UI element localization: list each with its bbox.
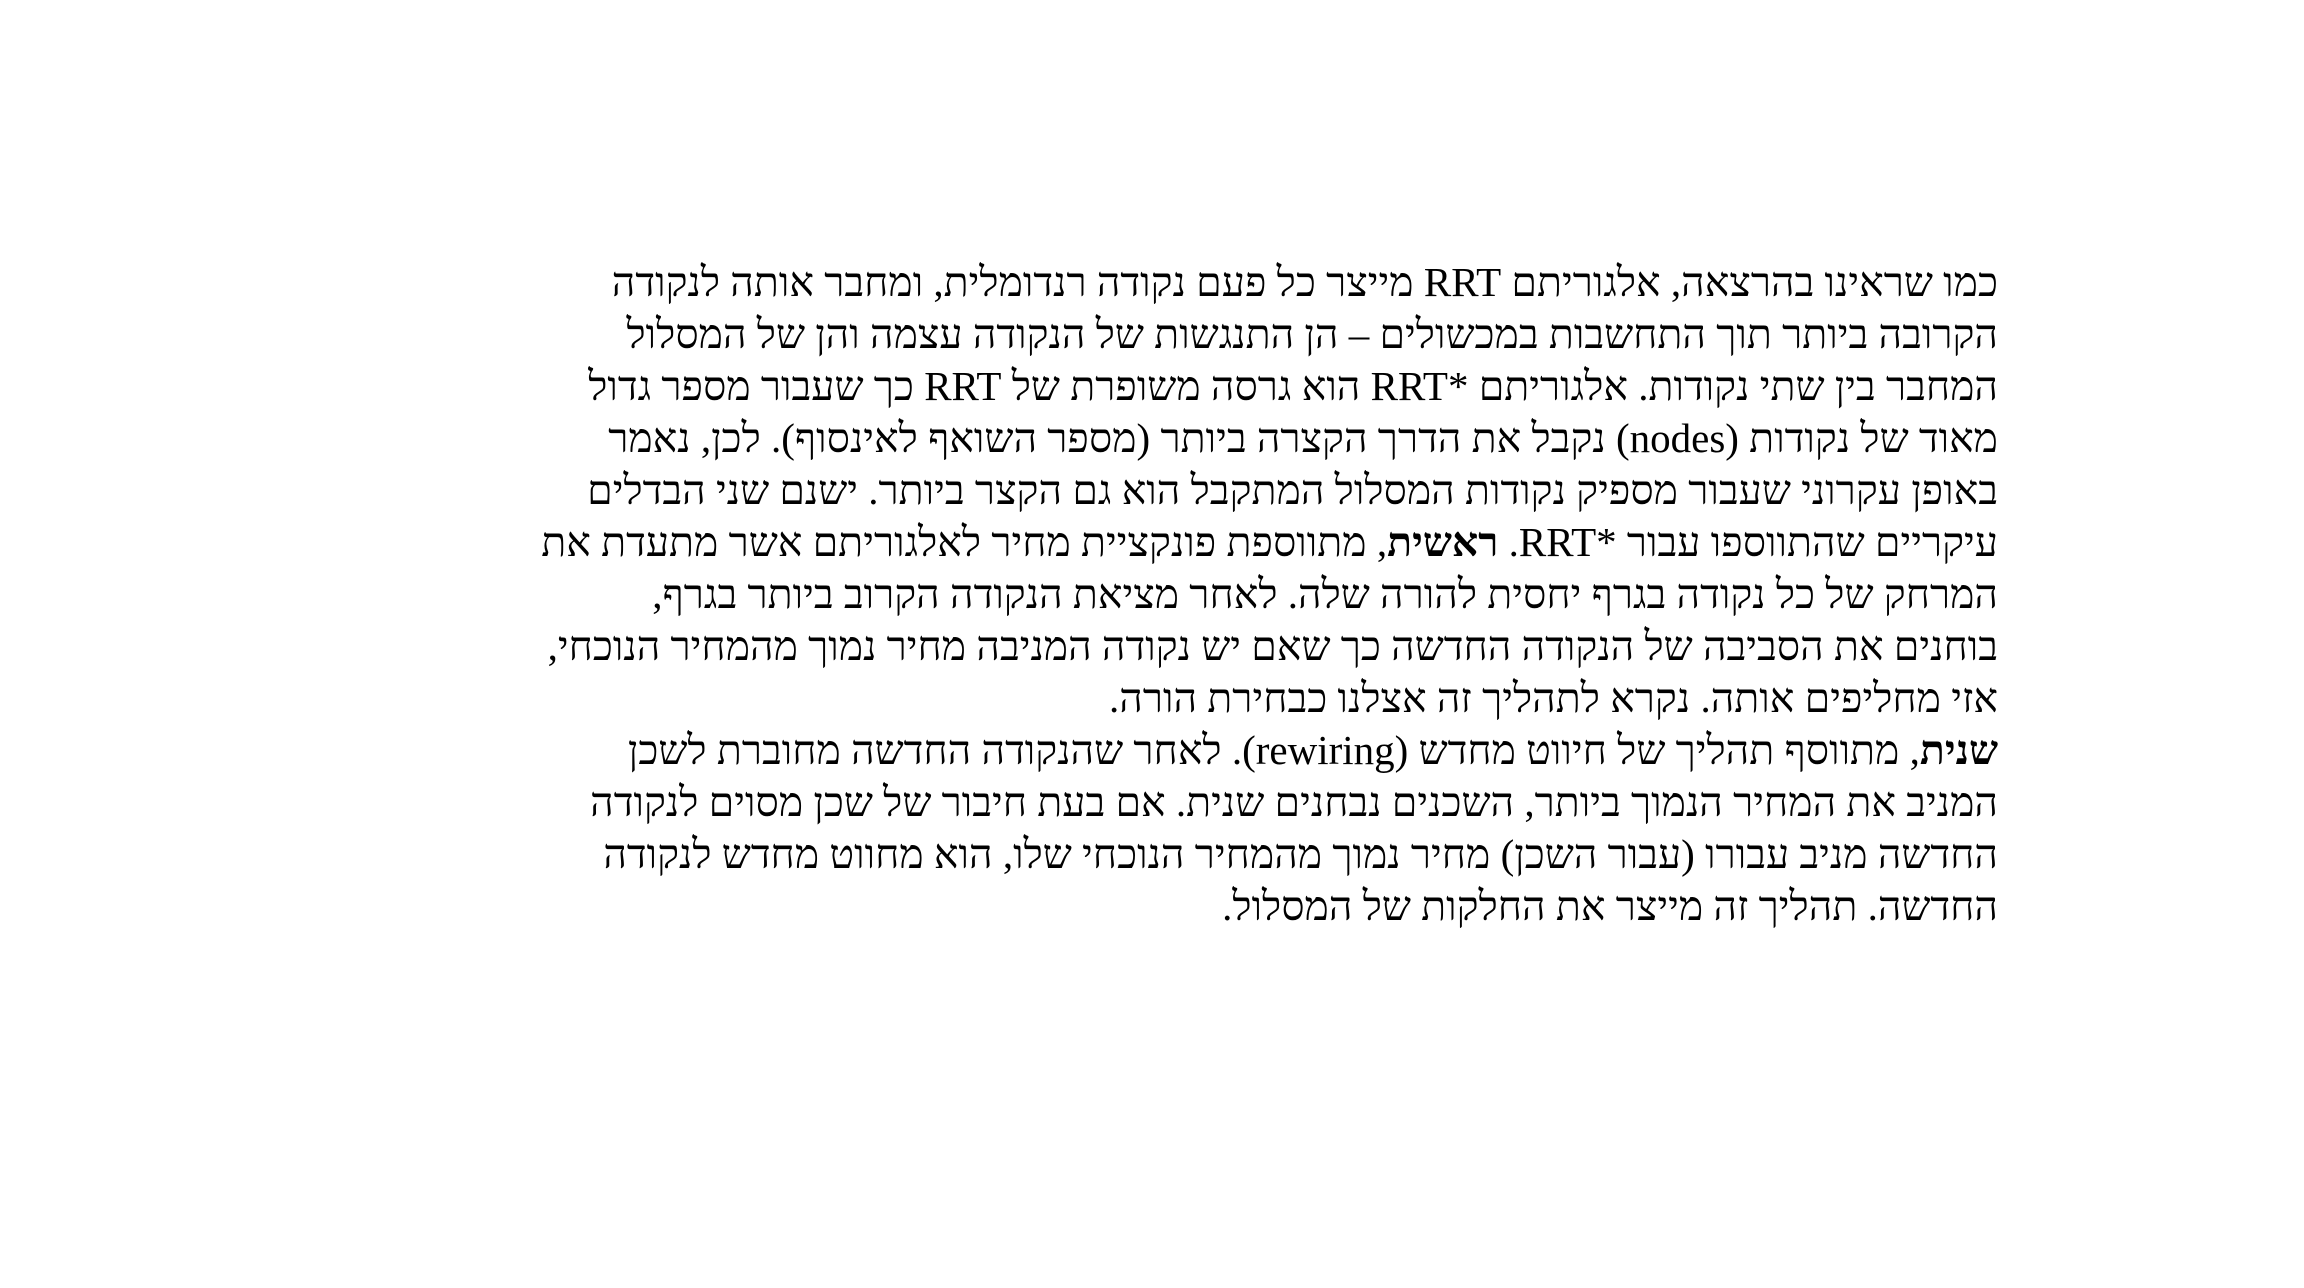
body-text (330, 256, 1998, 932)
text-line: המחבר בין שתי נקודות. אלגוריתם *RRT הוא גרסה משופרת של RRT כך שעבור מספר גדול (588, 363, 1998, 409)
text-segment: , מתווסף תהליך של חיווט מחדש (rewiring). לאחר שהנקודה החדשה מחוברת לשכן (627, 727, 1920, 773)
text-line-mixed (330, 724, 1998, 776)
text-line: מאוד של נקודות (nodes) נקבל את הדרך הקצרה ביותר (מספר השואף לאינסוף). לכן, נאמר (608, 415, 1998, 461)
text-line: כמו שראינו בהרצאה, אלגוריתם RRT מייצר כל פעם נקודה רנדומלית, ומחבר אותה לנקודה (611, 259, 1998, 305)
text-line: אזי מחליפים אותה. נקרא לתהליך זה אצלנו כבחירת הורה. (1109, 675, 1998, 721)
text-segment: , מתווספת פונקציית מחיר לאלגוריתם אשר מתעדת את (541, 519, 1388, 565)
text-line: בוחנים את הסביבה של הנקודה החדשה כך שאם יש נקודה המניבה מחיר נמוך מהמחיר הנוכחי, (547, 623, 1998, 669)
bold-keyword-second: שנית (1919, 727, 1998, 773)
text-line: החדשה. תהליך זה מייצר את החלקות של המסלול. (1222, 883, 1998, 929)
text-line: הקרובה ביותר תוך התחשבות במכשולים – הן התנגשות של הנקודה עצמה והן של המסלול (626, 311, 1998, 357)
text-line: באופן עקרוני שעבור מספיק נקודות המסלול המתקבל הוא גם הקצר ביותר. ישנם שני הבדלים (587, 467, 1998, 513)
text-line-mixed (330, 516, 1998, 568)
text-segment: עיקריים שהתווספו עבור *RRT. (1498, 519, 1998, 565)
text-line: החדשה מניב עבורו (עבור השכן) מחיר נמוך מהמחיר הנוכחי שלו, הוא מחווט מחדש לנקודה (603, 831, 1998, 877)
text-line: המניב את המחיר הנמוך ביותר, השכנים נבחנים שנית. אם בעת חיבור של שכן מסוים לנקודה (590, 779, 1998, 825)
text-line: המרחק של כל נקודה בגרף יחסית להורה שלה. לאחר מציאת הנקודה הקרוב ביותר בגרף, (652, 571, 1998, 617)
bold-keyword-first: ראשית (1387, 519, 1499, 565)
